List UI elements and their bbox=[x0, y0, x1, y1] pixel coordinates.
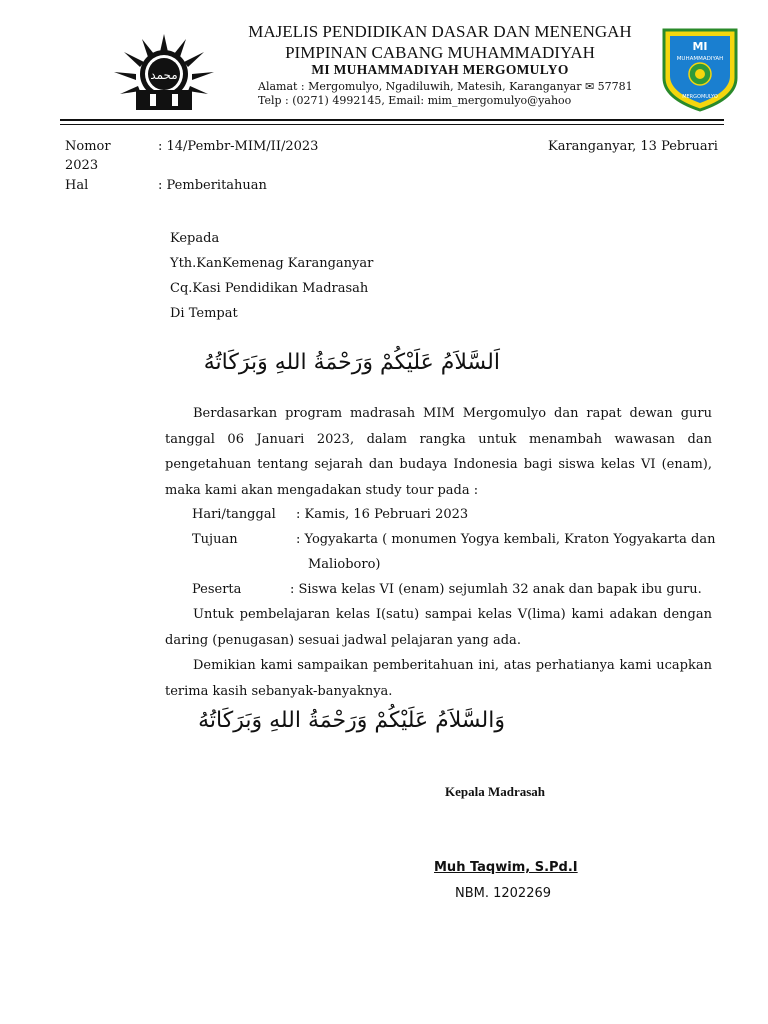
hal-value: : Pemberitahuan bbox=[158, 178, 267, 193]
svg-text:ﻣﺤﻤﺪ: ﻣﺤﻤﺪ bbox=[150, 68, 178, 82]
peserta-label: Peserta bbox=[192, 582, 242, 597]
school-contact: Telp : (0271) 4992145, Email: mim_mergomulyo@yahoo bbox=[258, 94, 572, 107]
header-rule-thin bbox=[60, 124, 724, 125]
school-logo bbox=[660, 26, 740, 116]
letter-year: 2023 bbox=[65, 158, 99, 173]
body-paragraph-1: Berdasarkan program madrasah MIM Mergomulyo dan rapat dewan guru tanggal 06 Januari 2023, dalam rangka untuk menambah wawasan dan pengetahuan tentang sejarah dan budaya Indonesia bagi siswa kelas VI (enam), maka kami akan mengadakan study tour pada : bbox=[165, 406, 712, 498]
signature-name: Muh Taqwim, S.Pd.I bbox=[434, 860, 578, 875]
header-rule-thick bbox=[60, 119, 724, 121]
school-address: Alamat : Mergomulyo, Ngadiluwih, Matesih, Karanganyar ✉ 57781 bbox=[258, 80, 633, 93]
recipient-line3: Cq.Kasi Pendidikan Madrasah bbox=[170, 281, 369, 296]
body-paragraph-3: Demikian kami sampaikan pemberitahuan ini, atas perhatianya kami ucapkan terima kasih sebanyak-banyaknya. bbox=[165, 658, 712, 699]
nomor-value: : 14/Pembr-MIM/II/2023 bbox=[158, 139, 319, 154]
school-logo-top-text: MI bbox=[692, 40, 708, 53]
signature-title: Kepala Madrasah bbox=[445, 784, 546, 799]
peserta-value: : Siswa kelas VI (enam) sejumlah 32 anak dan bapak ibu guru. bbox=[290, 582, 702, 597]
nomor-label: Nomor bbox=[65, 139, 111, 154]
school-logo-bottom-text: MERGOMULYO bbox=[682, 94, 718, 100]
letter-date: Karanganyar, 13 Pebruari bbox=[548, 139, 718, 154]
school-name: MI MUHAMMADIYAH MERGOMULYO bbox=[311, 62, 569, 77]
header-line2: PIMPINAN CABANG MUHAMMADIYAH bbox=[285, 43, 595, 62]
tujuan-continued: Malioboro) bbox=[308, 557, 381, 572]
tujuan-value: : Yogyakarta ( monumen Yogya kembali, Kraton Yogyakarta dan bbox=[296, 532, 716, 547]
school-logo-ring-text: MUHAMMADIYAH bbox=[676, 56, 724, 62]
body-paragraph-2: Untuk pembelajaran kelas I(satu) sampai kelas V(lima) kami adakan dengan daring (penugasan) sesuai jadwal pelajaran yang ada. bbox=[165, 607, 712, 648]
hari-label: Hari/tanggal bbox=[192, 507, 276, 522]
greeting-close: وَالسَّلاَمُ عَلَيْكُمْ وَرَحْمَةُ اللهِ وَبَرَكَاتُهُ bbox=[198, 708, 505, 733]
recipient-line1: Kepada bbox=[170, 231, 220, 246]
tujuan-label: Tujuan bbox=[192, 532, 238, 547]
recipient-line4: Di Tempat bbox=[170, 306, 238, 321]
hari-value: : Kamis, 16 Pebruari 2023 bbox=[296, 507, 469, 522]
recipient-line2: Yth.KanKemenag Karanganyar bbox=[170, 256, 374, 271]
signature-nbm: NBM. 1202269 bbox=[455, 886, 552, 901]
greeting-open: اَلسَّلاَمُ عَلَيْكُمْ وَرَحْمَةُ اللهِ وَبَرَكَاتُهُ bbox=[203, 350, 500, 375]
header-line1: MAJELIS PENDIDIKAN DASAR DAN MENENGAH bbox=[248, 22, 632, 41]
hal-label: Hal bbox=[65, 178, 89, 193]
